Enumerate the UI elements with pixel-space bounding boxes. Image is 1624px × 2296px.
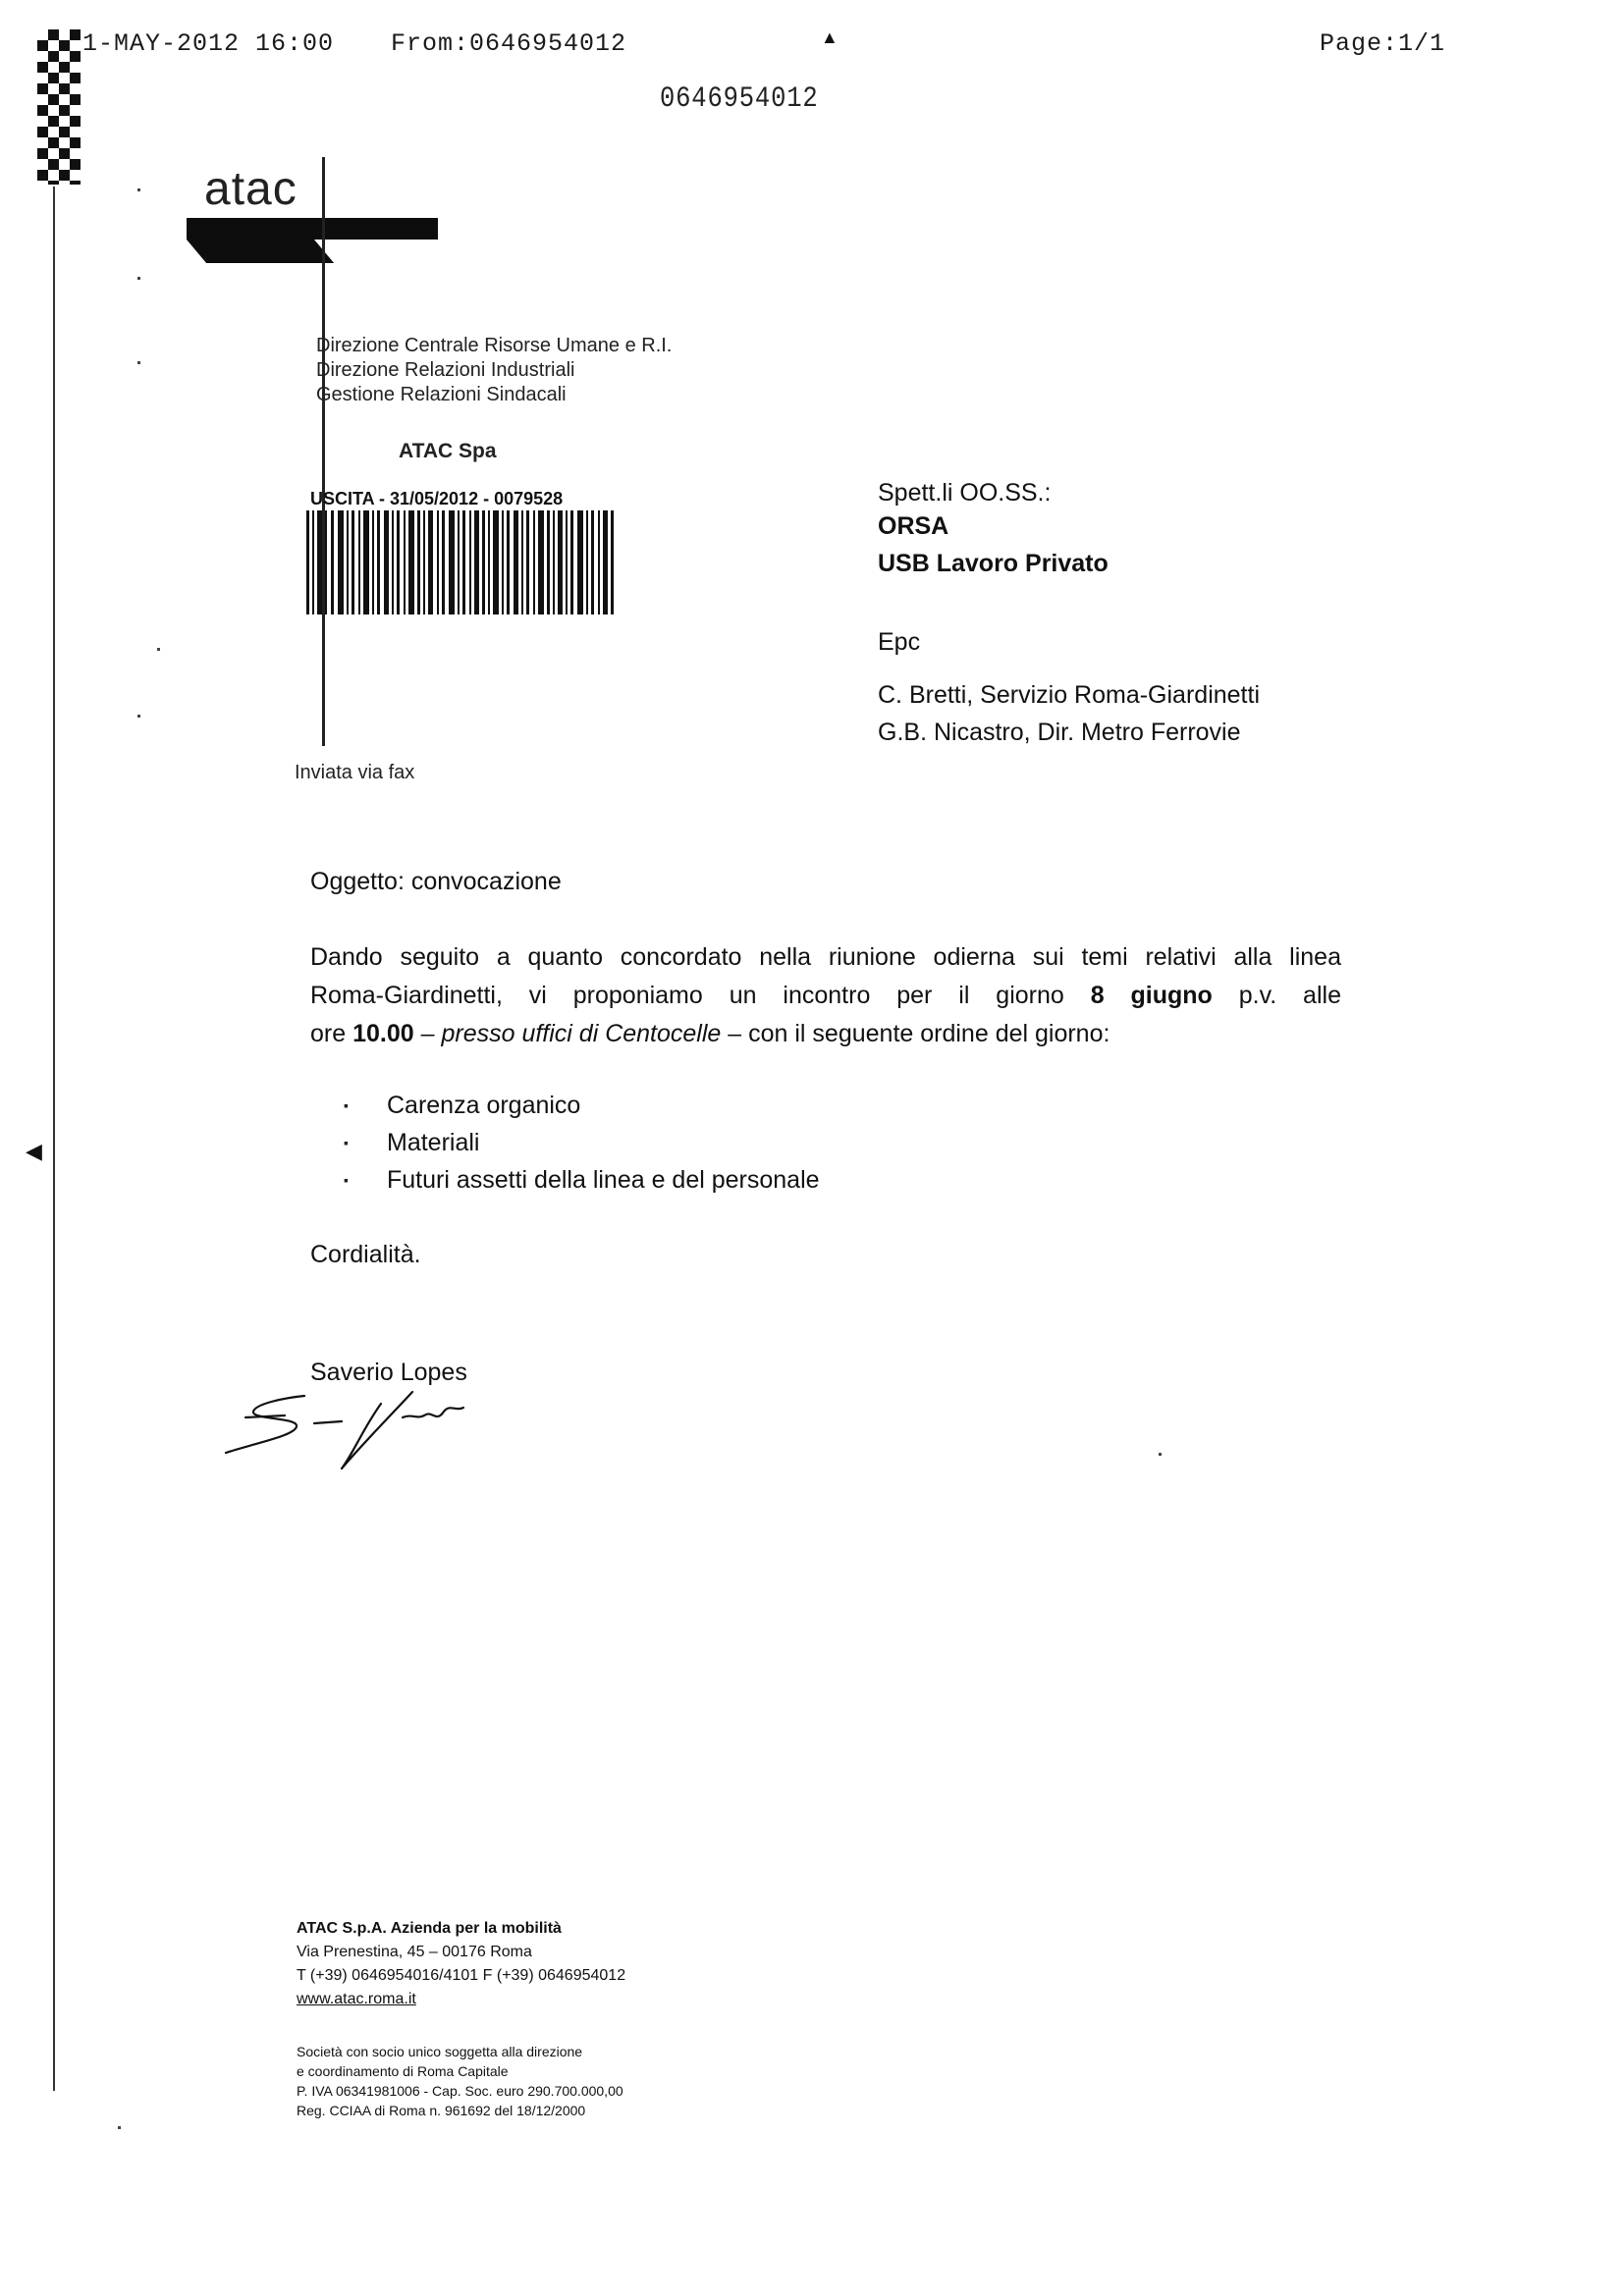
meeting-date: 8 giugno [1090, 982, 1213, 1009]
bullet-icon: ▪ [344, 1172, 349, 1188]
scan-speck [157, 648, 160, 651]
agenda-item: Carenza organico [387, 1092, 581, 1119]
footer-legal: P. IVA 06341981006 - Cap. Soc. euro 290.700.000,00 [297, 2083, 623, 2099]
meeting-time: 10.00 [352, 1020, 414, 1047]
bullet-icon: ▪ [344, 1135, 349, 1150]
body-line: Dando seguito a quanto concordato nella riunione odierna sui temi relativi alla linea [310, 943, 1341, 971]
dept-line: Direzione Centrale Risorse Umane e R.I. [316, 335, 673, 356]
epc-label: Epc [878, 628, 921, 656]
fax-datetime: 1-MAY-2012 16:00 [82, 29, 335, 58]
recipient-org: USB Lavoro Privato [878, 550, 1109, 577]
recipient-org: ORSA [878, 512, 949, 540]
footer-legal: Società con socio unico soggetta alla direzione [297, 2044, 583, 2059]
closing: Cordialità. [310, 1241, 421, 1268]
scan-vertical-line [322, 157, 325, 746]
scan-speck [118, 2126, 121, 2129]
body-text: Roma-Giardinetti, vi proponiamo un incontro per il giorno [310, 982, 1064, 1009]
scan-margin-line [53, 187, 55, 2091]
agenda-item: Futuri assetti della linea e del personale [387, 1166, 820, 1194]
atac-logo-bar [187, 218, 438, 240]
scan-speck [137, 277, 140, 280]
cc-recipient: C. Bretti, Servizio Roma-Giardinetti [878, 681, 1261, 709]
cc-recipient: G.B. Nicastro, Dir. Metro Ferrovie [878, 719, 1241, 746]
dept-line: Gestione Relazioni Sindacali [316, 384, 567, 405]
footer-legal: e coordinamento di Roma Capitale [297, 2063, 509, 2079]
bullet-icon: ▪ [344, 1097, 349, 1113]
handwritten-signature [216, 1374, 589, 1482]
agenda-item: Materiali [387, 1129, 480, 1156]
body-line [310, 977, 1341, 1015]
scan-speck [137, 361, 140, 364]
protocol-number: USCITA - 31/05/2012 - 0079528 [310, 489, 564, 508]
meeting-place: – presso uffici di Centocelle – [420, 1020, 742, 1047]
body-line [310, 1015, 1110, 1053]
body-text: ore [310, 1020, 347, 1047]
scan-speck [1159, 1453, 1162, 1456]
up-arrow-icon: ▲ [821, 27, 839, 47]
delivery-note: Inviata via fax [295, 762, 415, 783]
atac-logo-text: atac [204, 163, 298, 215]
left-arrow-icon: ◀ [26, 1139, 42, 1163]
footer-company: ATAC S.p.A. Azienda per la mobilità [297, 1920, 562, 1937]
atac-logo-stroke [187, 240, 334, 263]
footer-website-link[interactable]: www.atac.roma.it [297, 1991, 416, 2007]
fax-checker-mark [37, 29, 81, 185]
scan-speck [137, 188, 140, 191]
dept-line: Direzione Relazioni Industriali [316, 359, 575, 381]
body-text: con il seguente ordine del giorno: [748, 1020, 1110, 1047]
footer-address: Via Prenestina, 45 – 00176 Roma [297, 1944, 532, 1960]
scan-speck [137, 715, 140, 718]
fax-from: From:0646954012 [391, 29, 627, 58]
recipients-greeting: Spett.li OO.SS.: [878, 479, 1052, 507]
body-text: p.v. alle [1238, 982, 1341, 1009]
barcode-image [306, 510, 619, 614]
fax-page: Page:1/1 [1320, 29, 1446, 58]
footer-phone: T (+39) 0646954016/4101 F (+39) 0646954012 [297, 1967, 626, 1984]
footer-legal: Reg. CCIAA di Roma n. 961692 del 18/12/2000 [297, 2103, 586, 2118]
stamp-company: ATAC Spa [399, 440, 497, 462]
signature-name: Saverio Lopes [310, 1359, 467, 1386]
subject-line: Oggetto: convocazione [310, 868, 562, 895]
fax-number-stamp: 0646954012 [660, 82, 819, 116]
